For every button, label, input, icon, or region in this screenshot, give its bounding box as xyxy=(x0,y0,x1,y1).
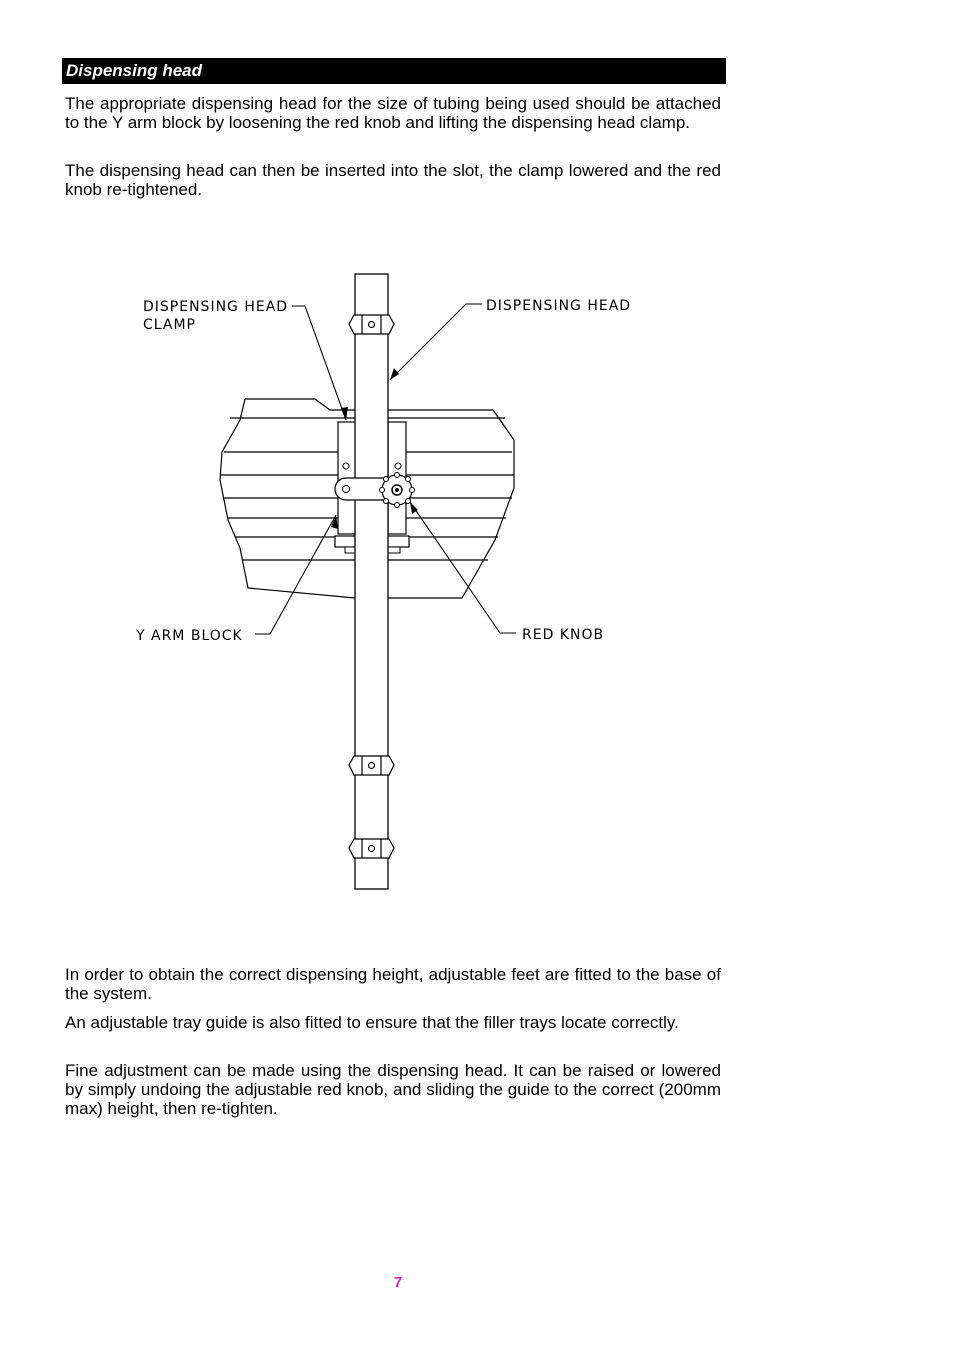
label-dispensing-head-clamp-line2: CLAMP xyxy=(143,317,196,333)
paragraph-insert-head: The dispensing head can then be inserted into the slot, the clamp lowered and the red knob re-tightened. xyxy=(65,161,721,199)
label-y-arm-block: Y ARM BLOCK xyxy=(136,628,243,644)
label-dispensing-head-clamp-line1: DISPENSING HEAD xyxy=(143,299,289,315)
page-number: 7 xyxy=(393,1274,403,1291)
section-heading: Dispensing head xyxy=(62,58,726,84)
tube-clip-bottom xyxy=(349,839,394,858)
red-knob xyxy=(380,473,415,508)
paragraph-fine-adjustment: Fine adjustment can be made using the dispensing head. It can be raised or lowered by simply undoing the adjustable red knob, and sliding the guide to the correct (200mm max) height, then re-tighten. xyxy=(65,1061,721,1118)
label-dispensing-head: DISPENSING HEAD xyxy=(486,298,632,314)
tube-clip-top xyxy=(349,315,394,334)
paragraph-adjustable-feet: In order to obtain the correct dispensing height, adjustable feet are fitted to the base of the system. xyxy=(65,965,721,1003)
dispensing-head-tube xyxy=(355,274,388,889)
paragraph-tray-guide: An adjustable tray guide is also fitted to ensure that the filler trays locate correctly. xyxy=(65,1013,679,1032)
label-red-knob: RED KNOB xyxy=(522,627,605,643)
tube-clip-middle xyxy=(349,756,394,775)
paragraph-attach-head: The appropriate dispensing head for the size of tubing being used should be attached to the Y arm block by loosening the red knob and lifting the dispensing head clamp. xyxy=(65,94,721,132)
